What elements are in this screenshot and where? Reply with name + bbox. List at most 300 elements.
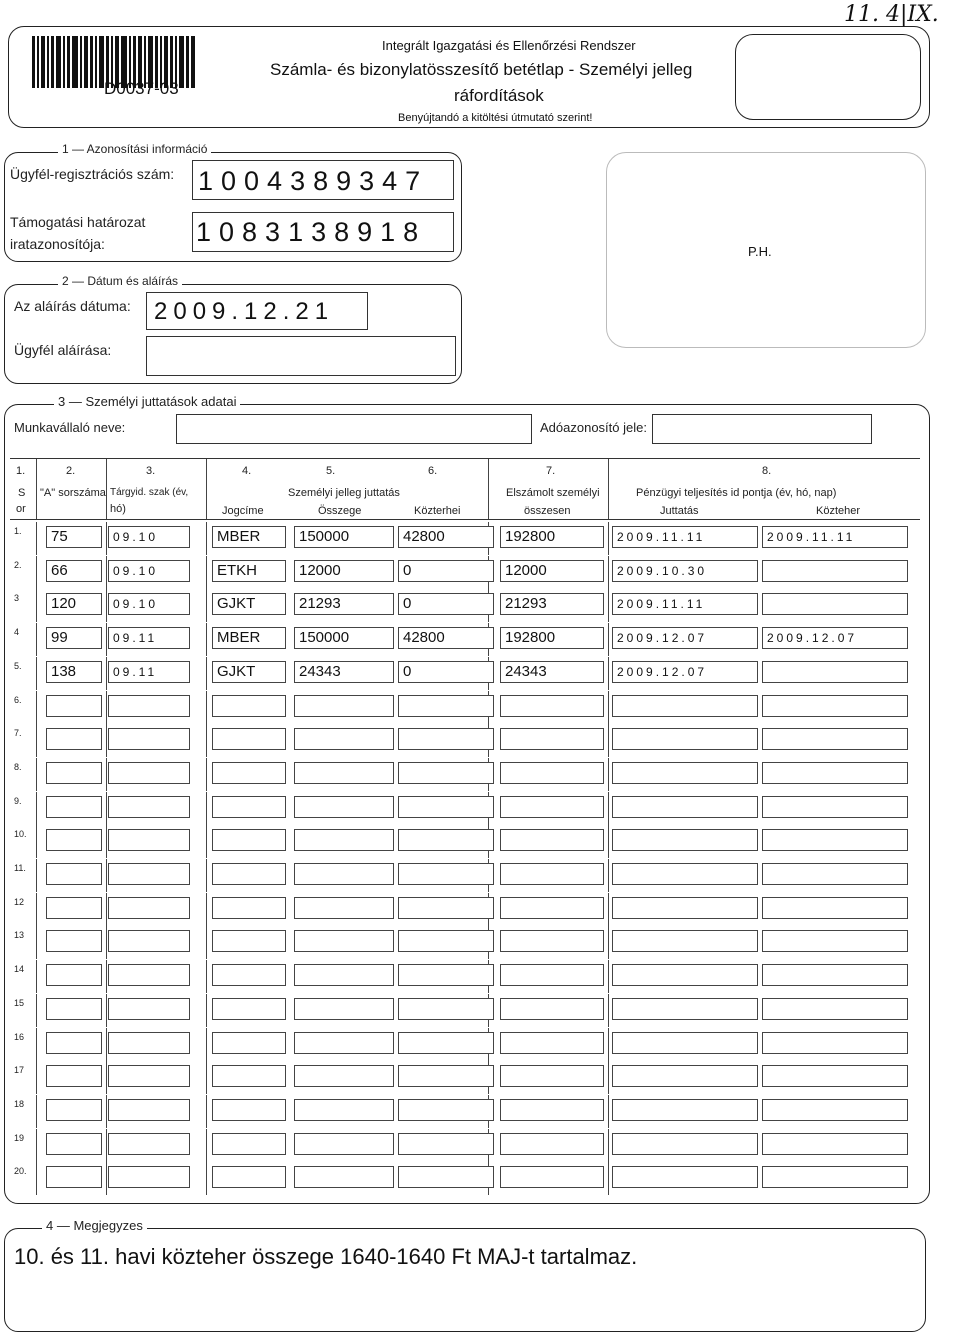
- charges-cell[interactable]: 0: [398, 661, 494, 683]
- title-cell[interactable]: [212, 829, 286, 851]
- title-cell[interactable]: [212, 695, 286, 717]
- total-cell[interactable]: [500, 1133, 604, 1155]
- charges-cell[interactable]: [398, 1166, 494, 1188]
- stamp-label: P.H.: [748, 244, 772, 259]
- column-divider: [608, 758, 609, 791]
- benefit-date-cell[interactable]: [612, 1099, 758, 1121]
- signature-label: Ügyfél aláírása:: [14, 342, 112, 358]
- column-divider: [206, 556, 207, 589]
- table-row: [10, 724, 920, 757]
- row-number: 4: [14, 627, 20, 638]
- header-title: Jogcíme: [222, 505, 264, 517]
- column-divider: [106, 724, 107, 757]
- header-charges: Közterhei: [414, 505, 461, 517]
- grant-id-value: 1083138918: [196, 217, 427, 247]
- a-number-cell[interactable]: [46, 964, 102, 986]
- header-serial-2: or: [16, 503, 26, 515]
- title-cell[interactable]: MBER: [212, 526, 286, 548]
- amount-cell[interactable]: [294, 897, 394, 919]
- charges-cell[interactable]: [398, 1133, 494, 1155]
- system-name: Integrált Igazgatási és Ellenőrzési Rendszer: [382, 38, 636, 53]
- a-number-cell[interactable]: [46, 1065, 102, 1087]
- amount-cell[interactable]: [294, 964, 394, 986]
- handwritten-reference: 11. 4|IX.: [844, 2, 939, 27]
- column-divider: [106, 691, 107, 724]
- a-number-cell[interactable]: [46, 1133, 102, 1155]
- benefit-date-cell[interactable]: [612, 728, 758, 750]
- column-divider: [106, 1028, 107, 1061]
- total-cell[interactable]: [500, 1099, 604, 1121]
- total-cell[interactable]: [500, 728, 604, 750]
- total-cell[interactable]: [500, 1065, 604, 1087]
- column-divider: [36, 792, 37, 825]
- column-divider: [206, 589, 207, 622]
- a-number-cell[interactable]: [46, 1166, 102, 1188]
- charges-cell[interactable]: [398, 1099, 494, 1121]
- row-number: 15: [14, 997, 25, 1008]
- amount-cell[interactable]: [294, 1166, 394, 1188]
- a-number-cell[interactable]: 75: [46, 526, 102, 548]
- period-cell[interactable]: [108, 1099, 190, 1121]
- total-cell[interactable]: [500, 863, 604, 885]
- amount-cell[interactable]: [294, 728, 394, 750]
- column-divider: [106, 556, 107, 589]
- period-cell[interactable]: [108, 829, 190, 851]
- column-divider: [608, 960, 609, 993]
- total-cell[interactable]: 192800: [500, 526, 604, 548]
- column-divider: [608, 1129, 609, 1162]
- charges-cell[interactable]: [398, 897, 494, 919]
- amount-cell[interactable]: 150000: [294, 627, 394, 649]
- column-divider: [36, 1162, 37, 1195]
- column-divider: [36, 1028, 37, 1061]
- title-cell[interactable]: [212, 762, 286, 784]
- column-divider: [106, 825, 107, 858]
- a-number-cell[interactable]: [46, 762, 102, 784]
- table-row: [10, 825, 920, 858]
- period-cell[interactable]: 09.11: [108, 661, 190, 683]
- charges-cell[interactable]: [398, 1065, 494, 1087]
- row-number: 20.: [14, 1166, 27, 1177]
- table-header: [10, 458, 920, 520]
- row-number: 11.: [14, 863, 26, 873]
- column-divider: [608, 724, 609, 757]
- amount-cell[interactable]: 150000: [294, 526, 394, 548]
- title-cell[interactable]: [212, 1032, 286, 1054]
- column-divider: [206, 1061, 207, 1094]
- column-divider: [608, 1061, 609, 1094]
- total-cell[interactable]: 24343: [500, 661, 604, 683]
- a-number-cell[interactable]: [46, 695, 102, 717]
- amount-cell[interactable]: 21293: [294, 593, 394, 615]
- period-cell[interactable]: [108, 796, 190, 818]
- amount-cell[interactable]: [294, 863, 394, 885]
- benefit-date-cell[interactable]: [612, 863, 758, 885]
- charge-date-cell[interactable]: [762, 560, 908, 582]
- column-divider: [106, 792, 107, 825]
- column-divider: [206, 994, 207, 1027]
- column-divider: [206, 522, 207, 555]
- charges-cell[interactable]: [398, 796, 494, 818]
- column-divider: [36, 691, 37, 724]
- period-cell[interactable]: 09.10: [108, 526, 190, 548]
- total-cell[interactable]: [500, 964, 604, 986]
- total-cell[interactable]: 12000: [500, 560, 604, 582]
- title-cell[interactable]: [212, 1099, 286, 1121]
- column-divider: [206, 758, 207, 791]
- charges-cell[interactable]: [398, 998, 494, 1020]
- column-divider: [608, 556, 609, 589]
- benefit-date-cell[interactable]: [612, 1133, 758, 1155]
- benefit-date-cell[interactable]: [612, 897, 758, 919]
- table-row: [10, 1028, 920, 1061]
- charge-date-cell[interactable]: [762, 593, 908, 615]
- title-cell[interactable]: [212, 1065, 286, 1087]
- period-cell[interactable]: 09.10: [108, 593, 190, 615]
- charge-date-cell[interactable]: [762, 1133, 908, 1155]
- benefit-date-cell[interactable]: 2009.10.30: [612, 560, 758, 582]
- title-cell[interactable]: [212, 796, 286, 818]
- charges-cell[interactable]: 42800: [398, 627, 494, 649]
- row-number: 14: [14, 964, 25, 975]
- a-number-cell[interactable]: [46, 1032, 102, 1054]
- charge-date-cell[interactable]: [762, 1065, 908, 1087]
- total-cell[interactable]: [500, 796, 604, 818]
- a-number-cell[interactable]: 99: [46, 627, 102, 649]
- grant-label-line2: iratazonosítója:: [10, 236, 105, 252]
- amount-cell[interactable]: [294, 1133, 394, 1155]
- total-cell[interactable]: [500, 897, 604, 919]
- table-row: [10, 589, 920, 622]
- title-cell[interactable]: [212, 897, 286, 919]
- title-cell[interactable]: [212, 863, 286, 885]
- column-divider: [106, 926, 107, 959]
- charge-date-cell[interactable]: [762, 661, 908, 683]
- header-benefit: Juttatás: [660, 505, 699, 517]
- charges-cell[interactable]: [398, 762, 494, 784]
- column-divider: [36, 1129, 37, 1162]
- benefit-date-cell[interactable]: [612, 695, 758, 717]
- amount-cell[interactable]: [294, 762, 394, 784]
- colnum-6: 6.: [428, 465, 438, 477]
- table-row: [10, 926, 920, 959]
- title-cell[interactable]: [212, 1133, 286, 1155]
- title-cell[interactable]: [212, 1166, 286, 1188]
- amount-cell[interactable]: 24343: [294, 661, 394, 683]
- table-row: [10, 1061, 920, 1094]
- column-divider: [36, 926, 37, 959]
- benefit-date-cell[interactable]: 2009.12.07: [612, 627, 758, 649]
- column-divider: [206, 960, 207, 993]
- column-divider: [206, 825, 207, 858]
- total-cell[interactable]: [500, 762, 604, 784]
- row-number: 12: [14, 896, 25, 907]
- charges-cell[interactable]: 0: [398, 560, 494, 582]
- form-code: D0037-03: [104, 79, 179, 98]
- amount-cell[interactable]: [294, 1065, 394, 1087]
- row-number: 9.: [14, 795, 22, 806]
- charges-cell[interactable]: [398, 695, 494, 717]
- column-divider: [206, 691, 207, 724]
- a-number-cell[interactable]: [46, 829, 102, 851]
- reg-number-label: Ügyfél-regisztrációs szám:: [10, 166, 175, 182]
- a-number-cell[interactable]: [46, 897, 102, 919]
- table-row: [10, 893, 920, 926]
- charge-date-cell[interactable]: [762, 1032, 908, 1054]
- header-charge: Közteher: [816, 505, 861, 517]
- total-cell[interactable]: [500, 1166, 604, 1188]
- charges-cell[interactable]: [398, 829, 494, 851]
- header-personal: Személyi jelleg juttatás: [288, 487, 400, 499]
- charge-date-cell[interactable]: [762, 728, 908, 750]
- column-divider: [608, 1095, 609, 1128]
- colnum-2: 2.: [66, 465, 76, 477]
- period-cell[interactable]: [108, 1032, 190, 1054]
- a-number-cell[interactable]: 66: [46, 560, 102, 582]
- table-row: [10, 1162, 920, 1195]
- charge-date-cell[interactable]: [762, 762, 908, 784]
- total-cell[interactable]: [500, 998, 604, 1020]
- column-divider: [36, 859, 37, 892]
- column-divider: [106, 994, 107, 1027]
- column-divider: [206, 623, 207, 656]
- column-divider: [106, 893, 107, 926]
- column-divider: [608, 792, 609, 825]
- table-row: [10, 657, 920, 690]
- column-divider: [206, 724, 207, 757]
- period-cell[interactable]: [108, 897, 190, 919]
- table-row: [10, 792, 920, 825]
- column-divider: [106, 1162, 107, 1195]
- period-cell[interactable]: [108, 863, 190, 885]
- column-divider: [36, 657, 37, 690]
- title-cell[interactable]: [212, 728, 286, 750]
- total-cell[interactable]: 21293: [500, 593, 604, 615]
- amount-cell[interactable]: [294, 829, 394, 851]
- title-cell[interactable]: MBER: [212, 627, 286, 649]
- total-cell[interactable]: [500, 1032, 604, 1054]
- header-total-2: összesen: [524, 505, 571, 517]
- charges-cell[interactable]: [398, 863, 494, 885]
- period-cell[interactable]: 09.11: [108, 627, 190, 649]
- colnum-8: 8.: [762, 465, 772, 477]
- benefit-date-cell[interactable]: [612, 964, 758, 986]
- charges-cell[interactable]: [398, 728, 494, 750]
- charges-cell[interactable]: [398, 1032, 494, 1054]
- column-divider: [36, 1061, 37, 1094]
- column-divider: [36, 724, 37, 757]
- charge-date-cell[interactable]: [762, 695, 908, 717]
- reg-number-value: 1004389347: [198, 166, 429, 196]
- column-divider: [206, 1028, 207, 1061]
- header-a-number: "A" sorszáma: [40, 487, 106, 499]
- charge-date-cell[interactable]: [762, 829, 908, 851]
- benefit-date-cell[interactable]: [612, 1032, 758, 1054]
- charge-date-cell[interactable]: [762, 863, 908, 885]
- column-divider: [106, 1061, 107, 1094]
- charge-date-cell[interactable]: [762, 897, 908, 919]
- colnum-5: 5.: [326, 465, 336, 477]
- charge-date-cell[interactable]: [762, 796, 908, 818]
- charge-date-cell[interactable]: 2009.12.07: [762, 627, 908, 649]
- colnum-4: 4.: [242, 465, 252, 477]
- colnum-7: 7.: [546, 465, 556, 477]
- column-divider: [608, 623, 609, 656]
- header-amount: Összege: [318, 505, 362, 517]
- charge-date-cell[interactable]: 2009.11.11: [762, 526, 908, 548]
- signature-field[interactable]: [146, 336, 456, 376]
- column-divider: [36, 522, 37, 555]
- total-cell[interactable]: 192800: [500, 627, 604, 649]
- period-cell[interactable]: [108, 998, 190, 1020]
- row-number: 13: [14, 930, 25, 941]
- column-divider: [106, 657, 107, 690]
- amount-cell[interactable]: [294, 998, 394, 1020]
- section4-title: 4 — Megjegyzes: [42, 1218, 147, 1233]
- row-number: 17: [14, 1065, 25, 1076]
- section3-title: 3 — Személyi juttatások adatai: [54, 394, 240, 409]
- a-number-cell[interactable]: 120: [46, 593, 102, 615]
- period-cell[interactable]: [108, 695, 190, 717]
- period-cell[interactable]: [108, 762, 190, 784]
- a-number-cell[interactable]: [46, 728, 102, 750]
- charges-cell[interactable]: 0: [398, 593, 494, 615]
- charge-date-cell[interactable]: [762, 998, 908, 1020]
- employee-name-field[interactable]: [176, 414, 532, 444]
- column-divider: [106, 522, 107, 555]
- period-cell[interactable]: [108, 1133, 190, 1155]
- charge-date-cell[interactable]: [762, 1099, 908, 1121]
- benefit-date-cell[interactable]: [612, 1065, 758, 1087]
- column-divider: [106, 589, 107, 622]
- column-divider: [36, 994, 37, 1027]
- header-period-1: Tárgyid. szak (év,: [110, 487, 189, 498]
- column-divider: [608, 859, 609, 892]
- period-cell[interactable]: [108, 964, 190, 986]
- table-row: [10, 994, 920, 1027]
- column-divider: [36, 1095, 37, 1128]
- benefit-date-cell[interactable]: 2009.11.11: [612, 593, 758, 615]
- column-divider: [206, 1162, 207, 1195]
- title-cell[interactable]: GJKT: [212, 661, 286, 683]
- column-divider: [206, 926, 207, 959]
- a-number-cell[interactable]: [46, 998, 102, 1020]
- column-divider: [106, 960, 107, 993]
- amount-cell[interactable]: 12000: [294, 560, 394, 582]
- form-title-line2: ráfordítások: [454, 86, 544, 105]
- column-divider: [206, 792, 207, 825]
- amount-cell[interactable]: [294, 796, 394, 818]
- period-cell[interactable]: [108, 1065, 190, 1087]
- column-divider: [36, 893, 37, 926]
- column-divider: [608, 926, 609, 959]
- amount-cell[interactable]: [294, 695, 394, 717]
- row-number: 8.: [14, 761, 22, 772]
- total-cell[interactable]: [500, 930, 604, 952]
- submission-instruction: Benyújtandó a kitöltési útmutató szerint!: [398, 112, 593, 124]
- amount-cell[interactable]: [294, 1099, 394, 1121]
- column-divider: [608, 1028, 609, 1061]
- period-cell[interactable]: [108, 930, 190, 952]
- benefit-date-cell[interactable]: 2009.11.11: [612, 526, 758, 548]
- column-divider: [608, 893, 609, 926]
- column-divider: [608, 589, 609, 622]
- a-number-cell[interactable]: [46, 930, 102, 952]
- title-cell[interactable]: ETKH: [212, 560, 286, 582]
- title-cell[interactable]: GJKT: [212, 593, 286, 615]
- a-number-cell[interactable]: 138: [46, 661, 102, 683]
- title-cell[interactable]: [212, 930, 286, 952]
- date-label: Az aláírás dátuma:: [14, 298, 131, 314]
- charges-cell[interactable]: 42800: [398, 526, 494, 548]
- column-divider: [36, 589, 37, 622]
- title-cell[interactable]: [212, 964, 286, 986]
- a-number-cell[interactable]: [46, 796, 102, 818]
- column-divider: [36, 960, 37, 993]
- column-divider: [608, 994, 609, 1027]
- table-row: [10, 1129, 920, 1162]
- benefit-date-cell[interactable]: [612, 829, 758, 851]
- row-number: 10.: [14, 829, 27, 840]
- section1-title: 1 — Azonosítási információ: [58, 142, 211, 156]
- column-divider: [36, 758, 37, 791]
- benefit-date-cell[interactable]: 2009.12.07: [612, 661, 758, 683]
- charges-cell[interactable]: [398, 964, 494, 986]
- benefit-date-cell[interactable]: [612, 1166, 758, 1188]
- column-divider: [106, 623, 107, 656]
- column-divider: [106, 1129, 107, 1162]
- charge-date-cell[interactable]: [762, 1166, 908, 1188]
- tax-id-field[interactable]: [652, 414, 872, 444]
- stamp-box-top: [735, 34, 921, 120]
- benefit-date-cell[interactable]: [612, 998, 758, 1020]
- period-cell[interactable]: 09.10: [108, 560, 190, 582]
- period-cell[interactable]: [108, 1166, 190, 1188]
- amount-cell[interactable]: [294, 1032, 394, 1054]
- benefit-date-cell[interactable]: [612, 762, 758, 784]
- row-number: 7.: [14, 728, 22, 739]
- grant-label-line1: Támogatási határozat: [10, 214, 146, 230]
- total-cell[interactable]: [500, 829, 604, 851]
- header-payment: Pénzügyi teljesítés id pontja (év, hó, nap): [636, 487, 837, 499]
- column-divider: [36, 825, 37, 858]
- table-row: [10, 1095, 920, 1128]
- employee-name-label: Munkavállaló neve:: [14, 420, 126, 435]
- row-number: 18: [14, 1098, 25, 1109]
- title-cell[interactable]: [212, 998, 286, 1020]
- a-number-cell[interactable]: [46, 1099, 102, 1121]
- row-number: 5.: [14, 660, 22, 671]
- column-divider: [608, 691, 609, 724]
- charge-date-cell[interactable]: [762, 930, 908, 952]
- charge-date-cell[interactable]: [762, 964, 908, 986]
- row-number: 19: [14, 1132, 25, 1143]
- notes-text[interactable]: 10. és 11. havi közteher összege 1640-1640 Ft MAJ-t tartalmaz.: [14, 1244, 638, 1269]
- colnum-3: 3.: [146, 465, 156, 477]
- section2-title: 2 — Dátum és aláírás: [58, 274, 182, 288]
- amount-cell[interactable]: [294, 930, 394, 952]
- benefit-date-cell[interactable]: [612, 796, 758, 818]
- table-row: [10, 758, 920, 791]
- column-divider: [206, 1129, 207, 1162]
- total-cell[interactable]: [500, 695, 604, 717]
- charges-cell[interactable]: [398, 930, 494, 952]
- a-number-cell[interactable]: [46, 863, 102, 885]
- tax-id-label: Adóazonosító jele:: [540, 420, 647, 435]
- benefit-date-cell[interactable]: [612, 930, 758, 952]
- period-cell[interactable]: [108, 728, 190, 750]
- column-divider: [608, 657, 609, 690]
